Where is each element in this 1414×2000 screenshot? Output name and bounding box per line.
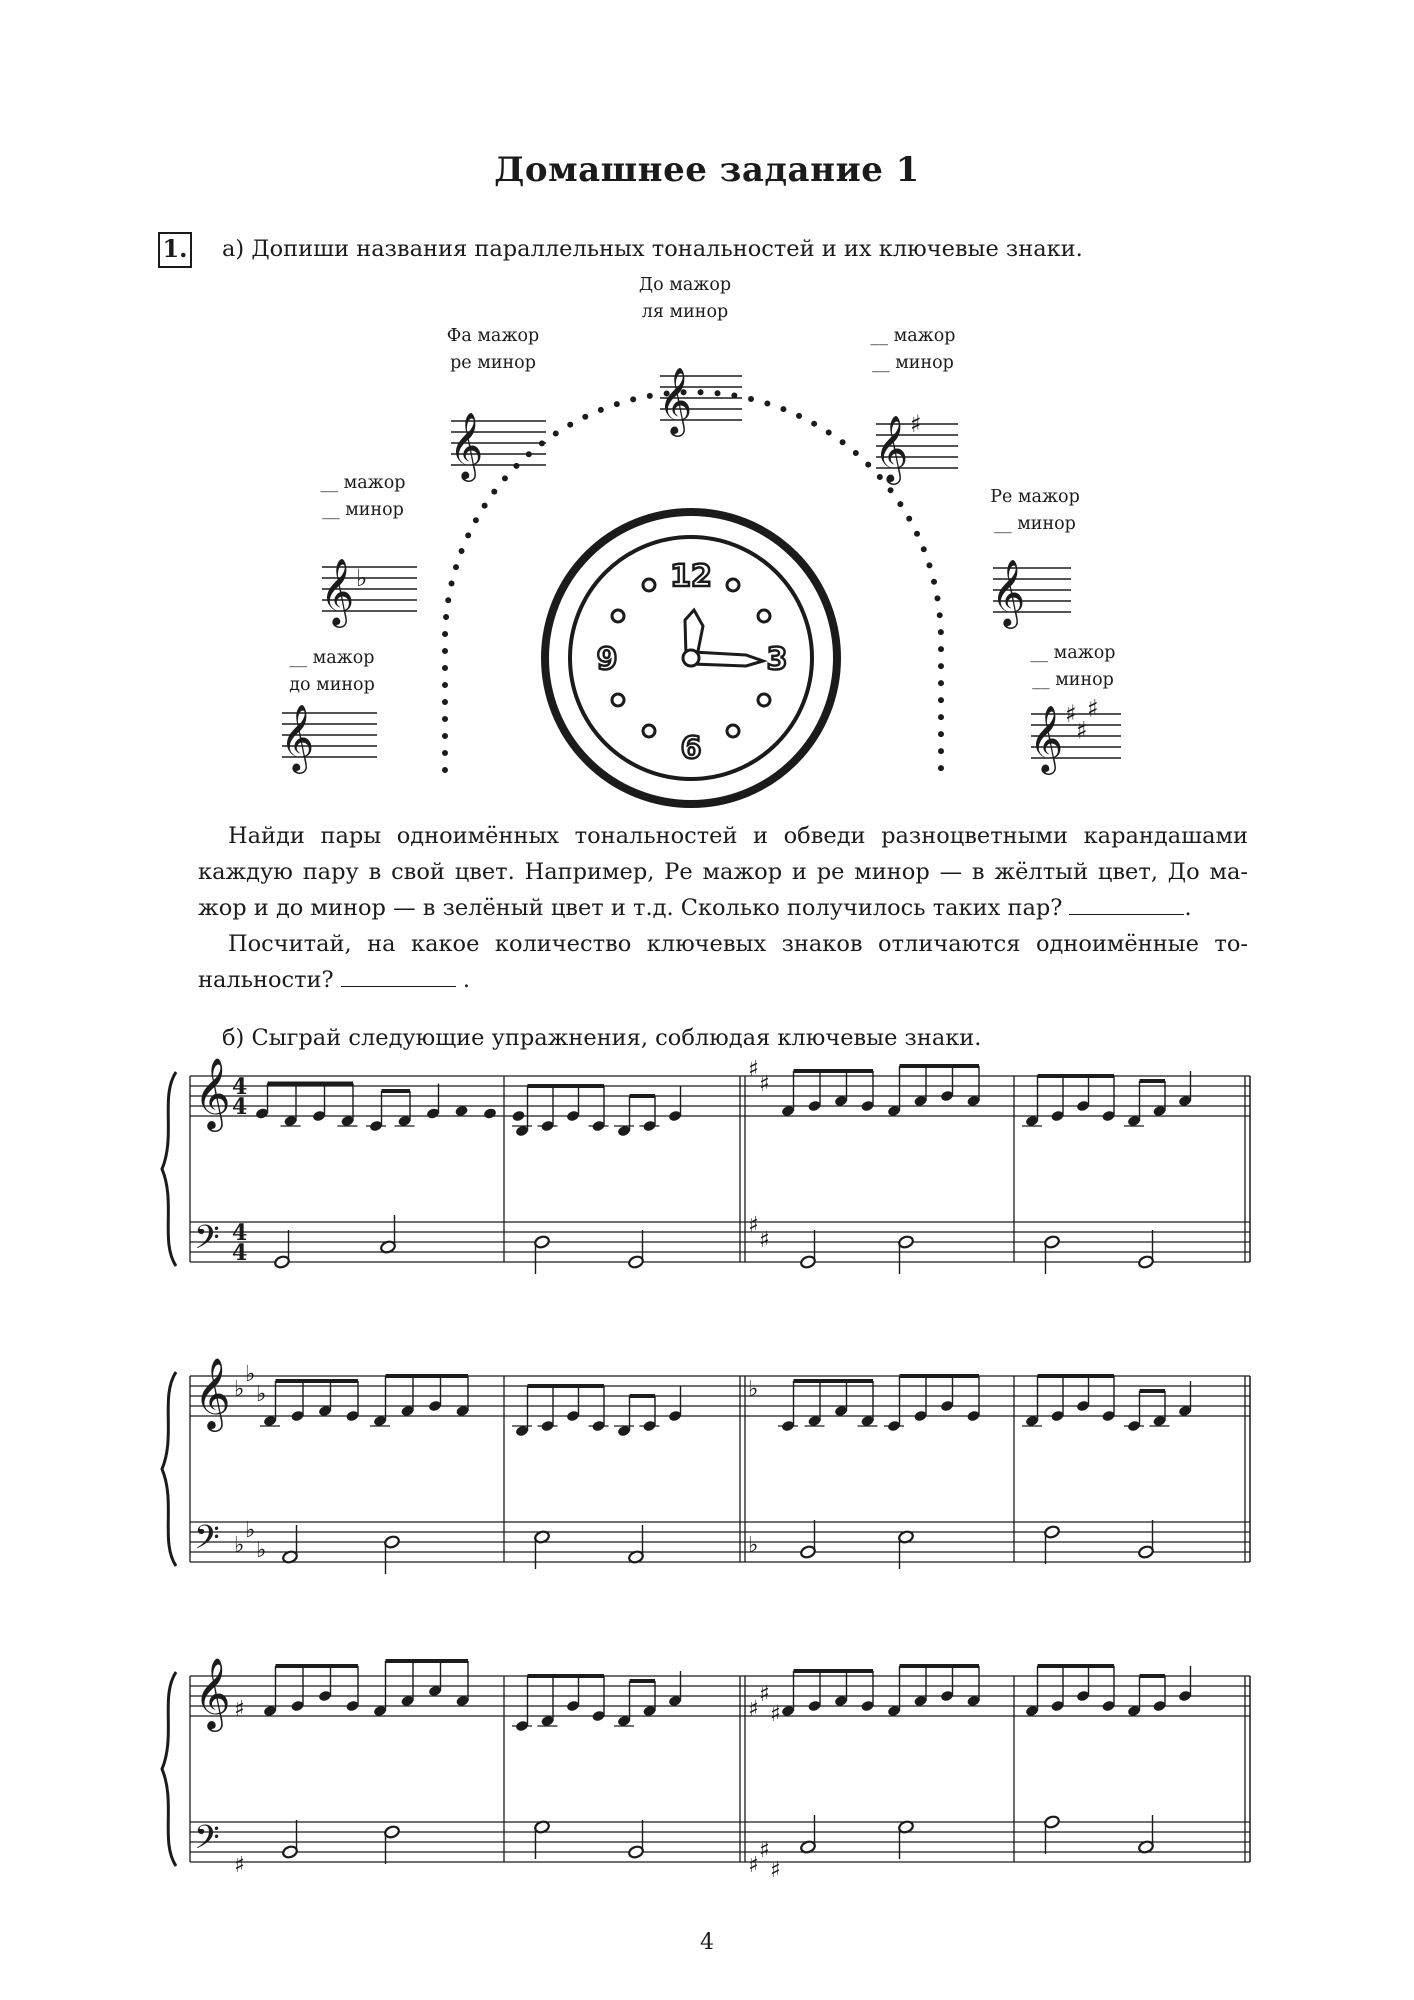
clock-minute-hand <box>693 652 763 666</box>
sharp-icon: ♯ <box>748 1057 759 1082</box>
paragraph-2-line-2: нальности? . <box>198 967 471 993</box>
sharp-icon: ♯ <box>1087 694 1099 723</box>
answer-blank-pairs[interactable] <box>1069 914 1184 915</box>
paragraph-1-line-2: каждую пару в свой цвет. Например, Ре мажор и ре минор — в жёлтый цвет, До ма- <box>198 859 1248 885</box>
flat-icon: ♭ <box>245 1362 256 1387</box>
sharp-icon: ♯ <box>770 1858 781 1883</box>
flat-icon: ♭ <box>256 1538 267 1563</box>
paragraph-1-line-1: Найди пары одноимённых тональностей и обведи разноцветными карандашами <box>228 823 1248 849</box>
sharp-icon: ♯ <box>234 1853 245 1878</box>
sharp-icon: ♯ <box>748 1853 759 1878</box>
task-a-instruction: а) Допиши названия параллельных тональностей и их ключевые знаки. <box>222 236 1083 262</box>
note-head <box>511 1110 525 1123</box>
flat-icon: ♭ <box>748 1377 759 1402</box>
key-label-f-major: Фа мажор ре минор <box>446 326 540 373</box>
brace <box>162 1072 176 1266</box>
brace <box>162 1672 176 1866</box>
clock <box>545 512 837 804</box>
clock-number-9: 9 <box>596 642 618 677</box>
treble-clef-icon: 𝄞 <box>991 558 1026 626</box>
sharp-icon: ♯ <box>759 1838 770 1863</box>
sharp-icon: ♯ <box>234 1697 245 1722</box>
answer-blank-difference[interactable] <box>341 986 456 987</box>
clock-number-12: 12 <box>670 559 712 594</box>
task-b-instruction: б) Сыграй следующие упражнения, соблюдая ключевые знаки. <box>222 1025 982 1051</box>
key-staff <box>1029 695 1121 776</box>
flat-icon: ♭ <box>256 1382 267 1407</box>
time-signature: 4 <box>232 1094 248 1120</box>
sharp-icon: ♯ <box>748 1213 759 1238</box>
sharp-icon: ♯ <box>759 1072 770 1097</box>
page-number: 4 <box>700 1930 714 1955</box>
treble-clef-icon: 𝄞 <box>280 703 315 771</box>
treble-clef-icon: 𝄞 <box>194 1656 231 1729</box>
key-label-a-major: __ мажор __ минор <box>1030 643 1116 690</box>
key-staff <box>874 410 958 485</box>
key-staff <box>991 558 1071 629</box>
sharp-icon: ♯ <box>770 1702 781 1727</box>
key-staff <box>449 411 546 482</box>
music-system <box>162 1356 1250 1574</box>
treble-clef-icon: 𝄞 <box>1029 704 1064 772</box>
paragraph-2-line-1: Посчитай, на какое количество ключевых знаков отличаются одноимённые то- <box>228 931 1248 957</box>
time-signature: 4 <box>232 1240 248 1266</box>
page-title: Домашнее задание 1 <box>494 150 920 190</box>
key-label-d-major: Ре мажор __ минор <box>990 487 1080 534</box>
key-label-bflat-major: __ мажор __ минор <box>320 473 406 520</box>
sharp-icon: ♯ <box>1076 716 1088 745</box>
sharp-icon: ♯ <box>759 1228 770 1253</box>
flat-icon: ♭ <box>234 1533 245 1558</box>
sharp-icon: ♯ <box>748 1697 759 1722</box>
time-signature: 4 <box>232 1220 248 1246</box>
brace <box>162 1372 176 1566</box>
flat-icon: ♭ <box>748 1533 759 1558</box>
key-label-eflat-major: __ мажор до минор <box>289 648 375 695</box>
key-label-g-major: __ мажор __ минор <box>870 326 956 373</box>
flat-icon: ♭ <box>356 564 368 592</box>
exercise-score <box>0 1000 1414 2000</box>
bass-clef-icon: 𝄢 <box>194 1819 220 1865</box>
music-system <box>162 1656 1250 1883</box>
key-staff <box>658 366 742 437</box>
clock-center <box>683 650 699 666</box>
treble-clef-icon: 𝄞 <box>658 366 693 434</box>
sharp-icon: ♯ <box>1065 700 1077 728</box>
paragraph-1-line-3: жор и до минор — в зелёный цвет и т.д. Сколько получилось таких пар? . <box>198 895 1192 921</box>
treble-clef-icon: 𝄞 <box>874 414 909 482</box>
treble-clef-icon: 𝄞 <box>194 1056 231 1129</box>
note-head <box>483 1107 497 1120</box>
key-staff <box>320 557 417 628</box>
flat-icon: ♭ <box>234 1377 245 1402</box>
treble-clef-icon: 𝄞 <box>449 411 484 479</box>
bass-clef-icon: 𝄢 <box>194 1519 220 1565</box>
key-label-c-major: До мажор ля минор <box>638 275 732 322</box>
treble-clef-icon: 𝄞 <box>194 1356 231 1429</box>
task-number-box: 1. <box>158 232 192 268</box>
sharp-icon: ♯ <box>759 1682 770 1707</box>
time-signature: 4 <box>232 1074 248 1100</box>
circle-of-keys-diagram <box>0 0 1414 800</box>
music-system <box>162 1056 1250 1274</box>
key-staff <box>280 703 377 774</box>
treble-clef-icon: 𝄞 <box>320 557 355 625</box>
clock-number-3: 3 <box>766 642 788 677</box>
flat-icon: ♭ <box>245 1518 256 1543</box>
bass-clef-icon: 𝄢 <box>194 1219 220 1265</box>
sharp-icon: ♯ <box>910 410 922 438</box>
clock-number-6: 6 <box>680 731 702 766</box>
